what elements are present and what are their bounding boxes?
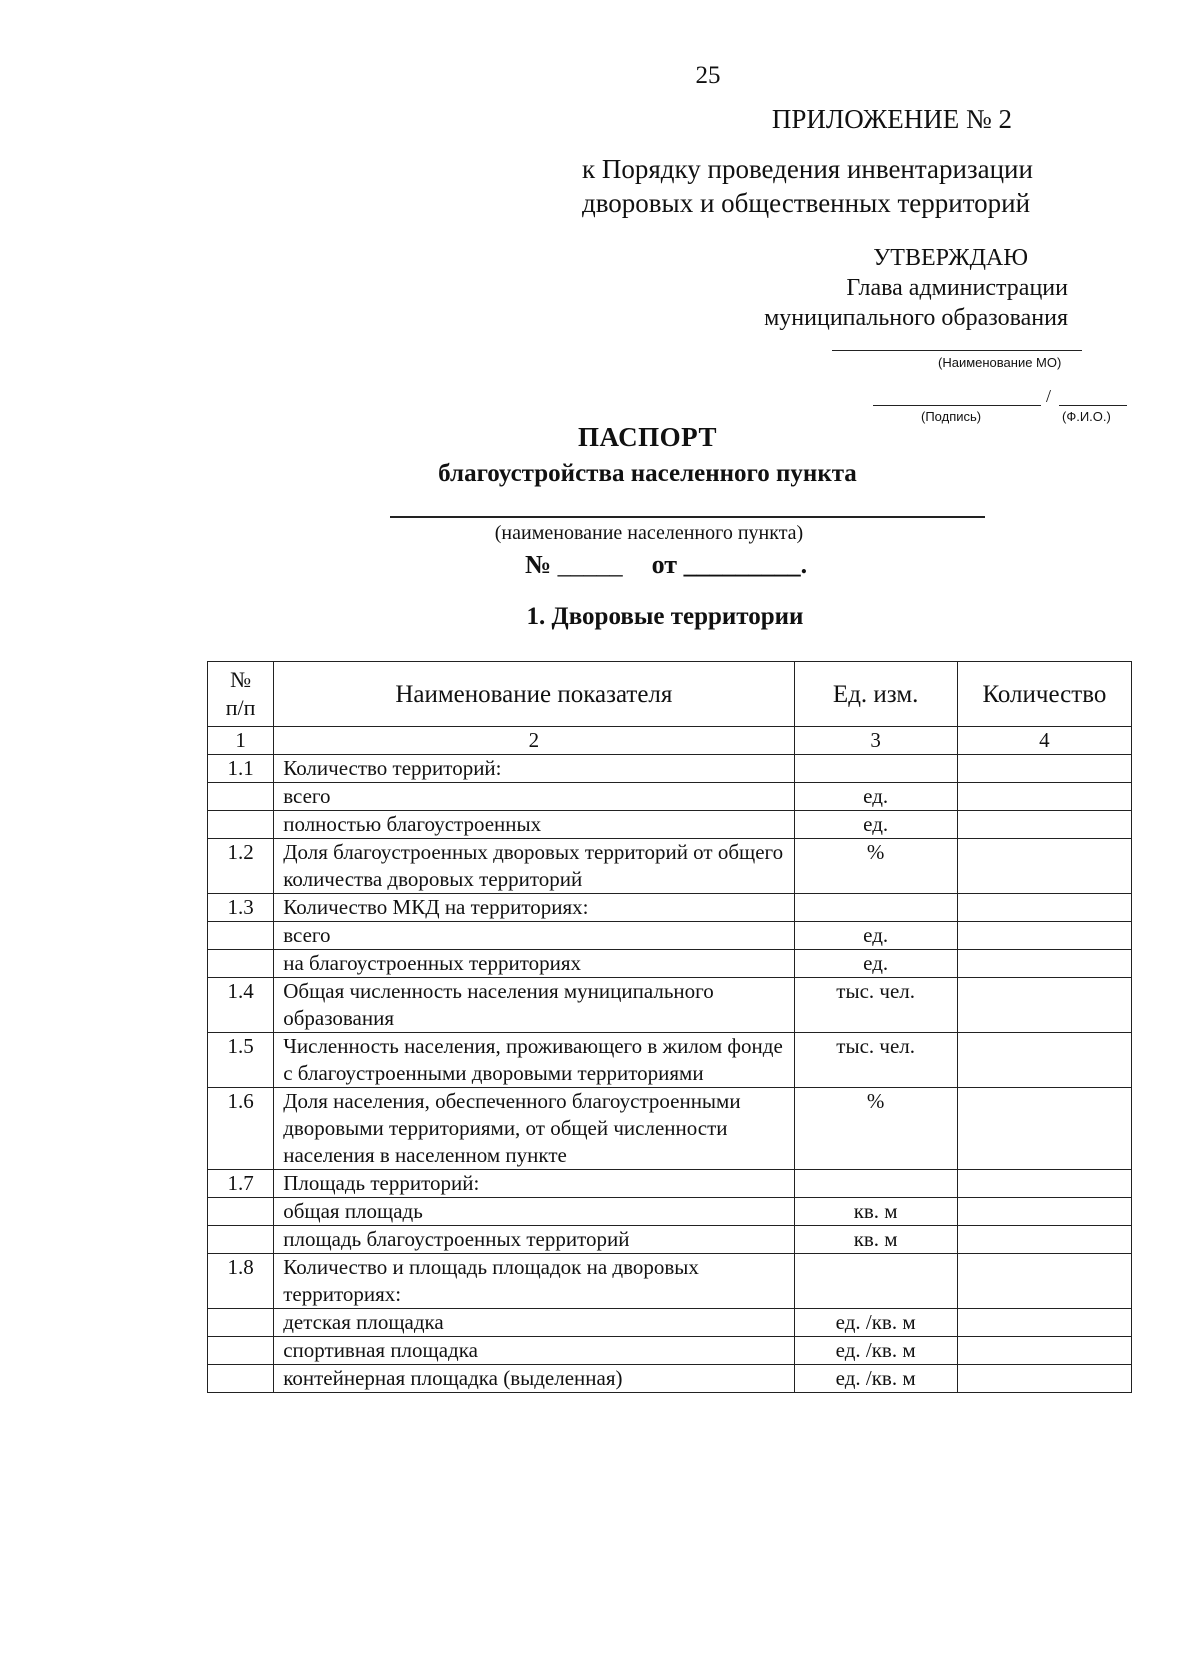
unit-cell: кв. м — [794, 1198, 957, 1226]
row-number-cell — [208, 1226, 274, 1254]
unit-cell: % — [794, 839, 957, 894]
quantity-cell[interactable] — [957, 755, 1131, 783]
table-row — [208, 1254, 1132, 1309]
indicator-name-cell: Доля населения, обеспеченного благоустроенными дворовыми территориями, от общей численности населения в населенном пункте — [274, 1088, 794, 1170]
table-row — [208, 1170, 1132, 1198]
quantity-cell[interactable] — [957, 922, 1131, 950]
page-number: 25 — [695, 62, 721, 89]
appendix-title: ПРИЛОЖЕНИЕ № 2 — [771, 104, 1012, 134]
indicator-name-cell: Доля благоустроенных дворовых территорий от общего количества дворовых территорий — [274, 839, 794, 894]
row-number-cell — [208, 950, 274, 978]
approve-word: УТВЕРЖДАЮ — [873, 245, 1028, 271]
unit-cell: ед. — [794, 950, 957, 978]
quantity-cell[interactable] — [957, 1226, 1131, 1254]
indicator-name-cell: полностью благоустроенных — [274, 811, 794, 839]
indicator-name-cell: Количество МКД на территориях: — [274, 894, 794, 922]
row-number-cell — [208, 1309, 274, 1337]
quantity-cell[interactable] — [957, 1170, 1131, 1198]
section-heading: 1. Дворовые территории — [526, 603, 804, 630]
quantity-cell[interactable] — [957, 1337, 1131, 1365]
fio-blank-line — [1059, 405, 1127, 406]
quantity-cell[interactable] — [957, 1088, 1131, 1170]
row-number-cell: 1.5 — [208, 1033, 274, 1088]
unit-cell: ед. — [794, 922, 957, 950]
quantity-cell[interactable] — [957, 839, 1131, 894]
row-number-cell: 1.6 — [208, 1088, 274, 1170]
unit-cell — [794, 1254, 957, 1309]
row-number-cell: 1.1 — [208, 755, 274, 783]
table-row — [208, 839, 1132, 894]
indicator-name-cell: Площадь территорий: — [274, 1170, 794, 1198]
appendix-subtitle-line: дворовых и общественных территорий — [582, 188, 1031, 218]
indicator-name-cell: спортивная площадка — [274, 1337, 794, 1365]
column-index-cell: 2 — [274, 727, 794, 755]
row-number-cell — [208, 783, 274, 811]
unit-cell — [794, 1170, 957, 1198]
column-index-cell: 3 — [794, 727, 957, 755]
unit-cell — [794, 894, 957, 922]
fio-caption: (Ф.И.О.) — [1062, 409, 1111, 424]
approver-position-line: Глава администрации — [846, 275, 1068, 301]
table-row — [208, 1365, 1132, 1393]
indicator-name-cell: общая площадь — [274, 1198, 794, 1226]
indicator-name-cell: Количество и площадь площадок на дворовых территориях: — [274, 1254, 794, 1309]
unit-cell: ед. — [794, 811, 957, 839]
table-header-row — [208, 662, 1132, 727]
row-number-cell — [208, 1337, 274, 1365]
column-header-number — [208, 662, 274, 727]
indicators-table — [207, 661, 1132, 1393]
unit-cell: % — [794, 1088, 957, 1170]
row-number-cell: 1.4 — [208, 978, 274, 1033]
unit-cell: тыс. чел. — [794, 978, 957, 1033]
row-number-cell — [208, 1365, 274, 1393]
unit-cell — [794, 755, 957, 783]
quantity-cell[interactable] — [957, 1254, 1131, 1309]
indicator-name-cell: площадь благоустроенных территорий — [274, 1226, 794, 1254]
unit-cell: ед. /кв. м — [794, 1309, 957, 1337]
signature-blank-line — [873, 405, 1041, 406]
column-index-row — [208, 727, 1132, 755]
locality-blank-line — [390, 516, 985, 518]
table-row — [208, 894, 1132, 922]
number-sign: № — [525, 550, 552, 579]
row-number-cell — [208, 1198, 274, 1226]
table-row — [208, 978, 1132, 1033]
table-row — [208, 1198, 1132, 1226]
table-row — [208, 1033, 1132, 1088]
indicator-name-cell: всего — [274, 922, 794, 950]
mo-name-caption: (Наименование МО) — [938, 355, 1062, 370]
table-row — [208, 950, 1132, 978]
table-row — [208, 783, 1132, 811]
approval-block — [764, 243, 1068, 333]
from-word: от — [651, 550, 678, 579]
quantity-cell[interactable] — [957, 978, 1131, 1033]
date-blank: _________. — [683, 550, 808, 579]
indicator-name-cell: контейнерная площадка (выделенная) — [274, 1365, 794, 1393]
signature-caption: (Подпись) — [921, 409, 982, 424]
quantity-cell[interactable] — [957, 783, 1131, 811]
row-number-cell — [208, 811, 274, 839]
indicator-name-cell: детская площадка — [274, 1309, 794, 1337]
quantity-cell[interactable] — [957, 1198, 1131, 1226]
table-row — [208, 1309, 1132, 1337]
column-index-cell: 4 — [957, 727, 1131, 755]
appendix-subtitle — [582, 152, 1042, 220]
quantity-cell[interactable] — [957, 894, 1131, 922]
document-title: ПАСПОРТ — [578, 422, 717, 452]
locality-caption: (наименование населенного пункта) — [494, 522, 804, 544]
quantity-cell[interactable] — [957, 1033, 1131, 1088]
unit-cell: ед. /кв. м — [794, 1337, 957, 1365]
table-row — [208, 922, 1132, 950]
quantity-cell[interactable] — [957, 1365, 1131, 1393]
unit-cell: ед. — [794, 783, 957, 811]
column-header-name: Наименование показателя — [274, 662, 794, 727]
approver-position-line: муниципального образования — [764, 305, 1068, 331]
appendix-subtitle-line: к Порядку проведения инвентаризации — [582, 154, 1033, 184]
quantity-cell[interactable] — [957, 1309, 1131, 1337]
column-index-cell: 1 — [208, 727, 274, 755]
column-header-unit: Ед. изм. — [794, 662, 957, 727]
table-row — [208, 755, 1132, 783]
indicator-name-cell: всего — [274, 783, 794, 811]
indicator-name-cell: Численность населения, проживающего в жилом фонде с благоустроенными дворовыми территориями — [274, 1033, 794, 1088]
mo-name-blank-line — [832, 350, 1082, 351]
table-row — [208, 811, 1132, 839]
unit-cell: кв. м — [794, 1226, 957, 1254]
indicator-name-cell: Количество территорий: — [274, 755, 794, 783]
column-header-quantity: Количество — [957, 662, 1131, 727]
row-number-cell — [208, 922, 274, 950]
row-number-cell: 1.2 — [208, 839, 274, 894]
number-blank: _____ — [557, 550, 623, 579]
table-row — [208, 1226, 1132, 1254]
unit-cell: ед. /кв. м — [794, 1365, 957, 1393]
signature-slash: / — [1046, 386, 1052, 406]
column-header-number-text: № п/п — [225, 667, 256, 720]
table-row — [208, 1088, 1132, 1170]
indicator-name-cell: Общая численность населения муниципального образования — [274, 978, 794, 1033]
document-subtitle: благоустройства населенного пункта — [438, 460, 857, 487]
row-number-cell: 1.7 — [208, 1170, 274, 1198]
row-number-cell: 1.8 — [208, 1254, 274, 1309]
unit-cell: тыс. чел. — [794, 1033, 957, 1088]
quantity-cell[interactable] — [957, 811, 1131, 839]
quantity-cell[interactable] — [957, 950, 1131, 978]
indicator-name-cell: на благоустроенных территориях — [274, 950, 794, 978]
table-row — [208, 1337, 1132, 1365]
document-number-row — [525, 550, 807, 580]
row-number-cell: 1.3 — [208, 894, 274, 922]
